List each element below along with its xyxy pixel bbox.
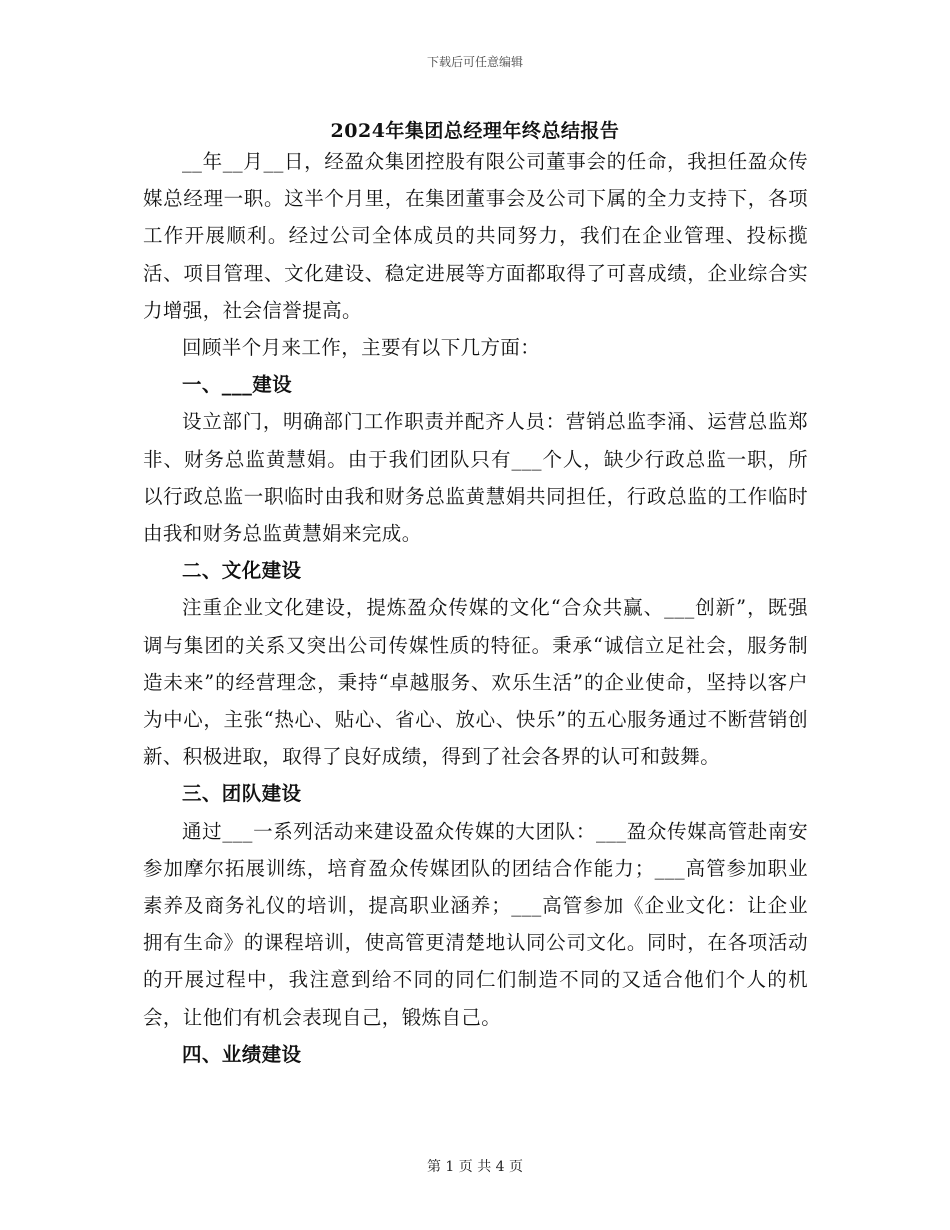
document-title: 2024年集团总经理年终总结报告 [330,120,620,142]
section-paragraph: 设立部门，明确部门工作职责并配齐人员：营销总监李涌、运营总监郑非、财务总监黄慧娟。由于我们团队只有___个人，缺少行政总监一职，所以行政总监一职临时由我和财务总监黄慧娟共同担任，行政总监的工作临时由我和财务总监黄慧娟来完成。 [143,410,808,546]
section-paragraph: 通过___一系列活动来建设盈众传媒的大团队：___盈众传媒高管赴南安参加摩尔拓展训练，培育盈众传媒团队的团结合作能力；___高管参加职业素养及商务礼仪的培训，提高职业涵养；___高管参加《企业文化：让企业拥有生命》的课程培训，使高管更清楚地认同公司文化。同时，在各项活动的开展过程中，我注意到给不同的同仁们制造不同的又适合他们个人的机会，让他们有机会表现自己，锻炼自己。 [143,819,808,1029]
header-note: 下载后可任意编辑 [426,55,523,69]
section-heading: 四、业绩建设 [182,1042,302,1066]
section-heading: 三、团队建设 [182,782,302,806]
document-body [143,143,808,1073]
intro-paragraph: __年__月__日，经盈众集团控股有限公司董事会的任命，我担任盈众传媒总经理一职。这半个月里，在集团董事会及公司下属的全力支持下，各项工作开展顺利。经过公司全体成员的共同努力，我们在企业管理、投标揽活、项目管理、文化建设、稳定进展等方面都取得了可喜成绩，企业综合实力增强，社会信誉提高。 [143,150,808,322]
section-heading: 二、文化建设 [182,559,302,583]
section-heading: 一、___建设 [182,373,293,397]
intro-paragraph: 回顾半个月来工作，主要有以下几方面： [182,336,541,360]
section-paragraph: 注重企业文化建设，提炼盈众传媒的文化“合众共赢、___创新”，既强调与集团的关系又突出公司传媒性质的特征。秉承“诚信立足社会，服务制造未来”的经营理念，秉持“卓越服务、欢乐生活”的企业使命，坚持以客户为中心，主张“热心、贴心、省心、放心、快乐”的五心服务通过不断营销创新、积极进取，取得了良好成绩，得到了社会各界的认可和鼓舞。 [143,596,808,769]
page-number: 第 1 页 共 4 页 [426,1159,524,1175]
